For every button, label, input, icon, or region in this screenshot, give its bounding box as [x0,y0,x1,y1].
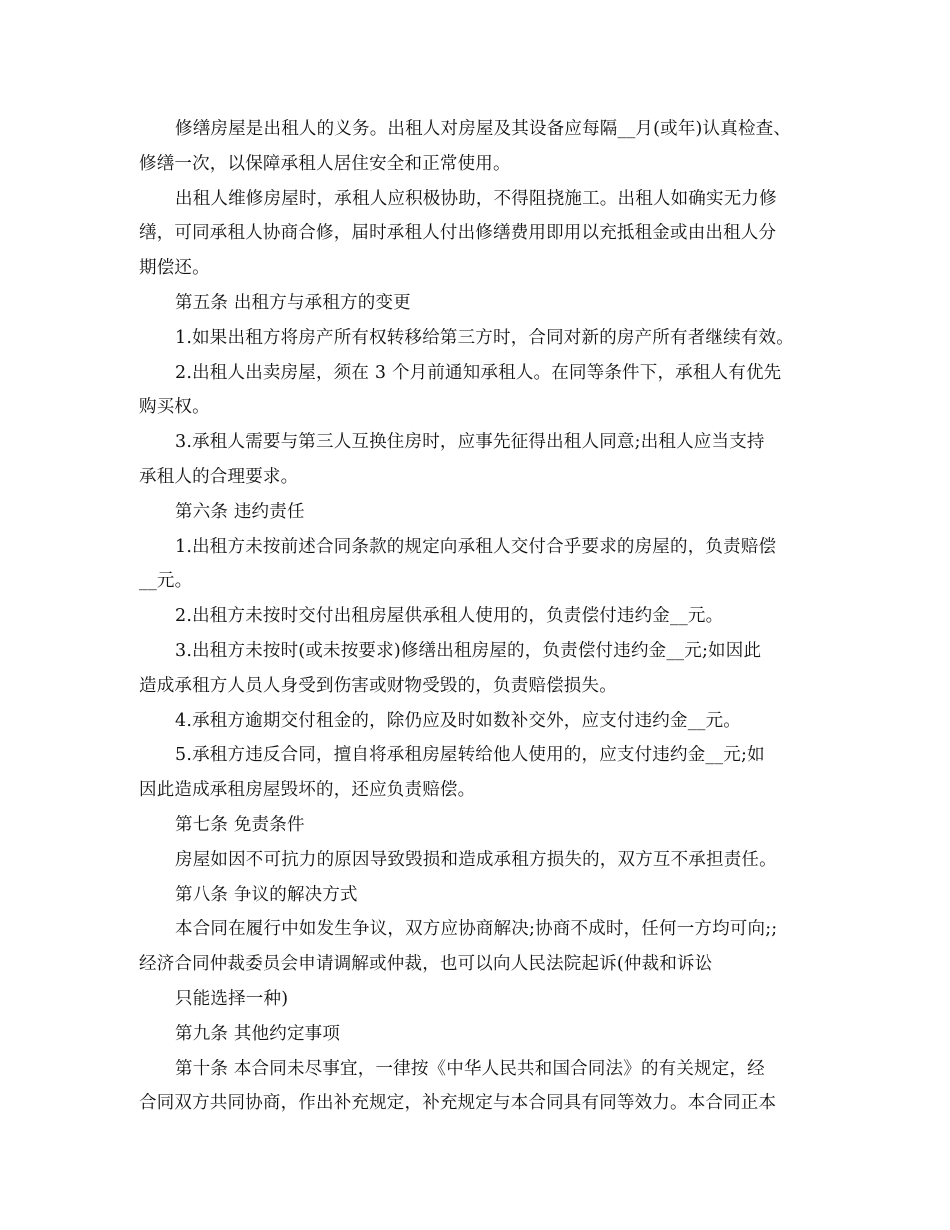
section-heading: 第六条 违约责任 [175,501,305,522]
clause-line: 购买权。 [139,397,210,418]
clause-line: 3.出租方未按时(或未按要求)修缮出租房屋的，负责偿付违约金__元;如因此 [175,640,762,661]
clause-line: 2.出租人出卖房屋，须在 3 个月前通知承租人。在同等条件下，承租人有优先 [175,362,782,383]
paragraph-line: 本合同在履行中如发生争议，双方应协商解决;协商不成时，任何一方均可向;; [175,919,778,940]
clause-line: 3.承租人需要与第三人互换住房时，应事先征得出租人同意;出租人应当支持 [175,432,765,453]
clause-line: 5.承租方违反合同，擅自将承租房屋转给他人使用的，应支付违约金__元;如 [175,745,765,766]
document-body [139,112,829,1121]
clause-line: 因此造成承租房屋毁坏的，还应负责赔偿。 [139,780,476,801]
clause-line: __元。 [139,571,193,592]
paragraph-line: 经济合同仲裁委员会申请调解或仲裁，也可以向人民法院起诉(仲裁和诉讼 [139,954,713,975]
clause-line: 1.出租方未按前述合同条款的规定向承租人交付合乎要求的房屋的，负责赔偿 [175,536,777,557]
paragraph-line: 修缮一次，以保障承租人居住安全和正常使用。 [139,153,511,174]
clause-line: 造成承租方人员人身受到伤害或财物受毁的，负责赔偿损失。 [139,675,617,696]
clause-line: 2.出租方未按时交付出租房屋供承租人使用的，负责偿付违约金__元。 [175,606,724,627]
paragraph-line: 期偿还。 [139,258,210,279]
clause-line: 1.如果出租方将房产所有权转移给第三方时，合同对新的房产所有者继续有效。 [175,327,794,348]
paragraph-line: 只能选择一种) [175,988,289,1009]
paragraph-line: 房屋如因不可抗力的原因导致毁损和造成承租方损失的，双方互不承担责任。 [175,849,777,870]
paragraph-line: 第十条 本合同未尽事宜，一律按《中华人民共和国合同法》的有关规定，经 [175,1058,765,1079]
paragraph-line: 出租人维修房屋时，承租人应积极协助，不得阻挠施工。出租人如确实无力修 [175,188,777,209]
paragraph-line: 缮，可同承租人协商合修，届时承租人付出修缮费用即用以充抵租金或由出租人分 [139,223,777,244]
section-heading: 第八条 争议的解决方式 [175,884,358,905]
paragraph-line: 修缮房屋是出租人的义务。出租人对房屋及其设备应每隔__月(或年)认真检查、 [175,119,792,139]
clause-line: 4.承租方逾期交付租金的，除仍应及时如数补交外，应支付违约金__元。 [175,710,741,731]
section-heading: 第九条 其他约定事项 [175,1023,341,1044]
clause-line: 承租人的合理要求。 [139,466,299,487]
section-heading: 第七条 免责条件 [175,814,305,835]
paragraph-line: 合同双方共同协商，作出补充规定，补充规定与本合同具有同等效力。本合同正本 [139,1093,777,1114]
section-heading: 第五条 出租方与承租方的变更 [175,292,411,313]
